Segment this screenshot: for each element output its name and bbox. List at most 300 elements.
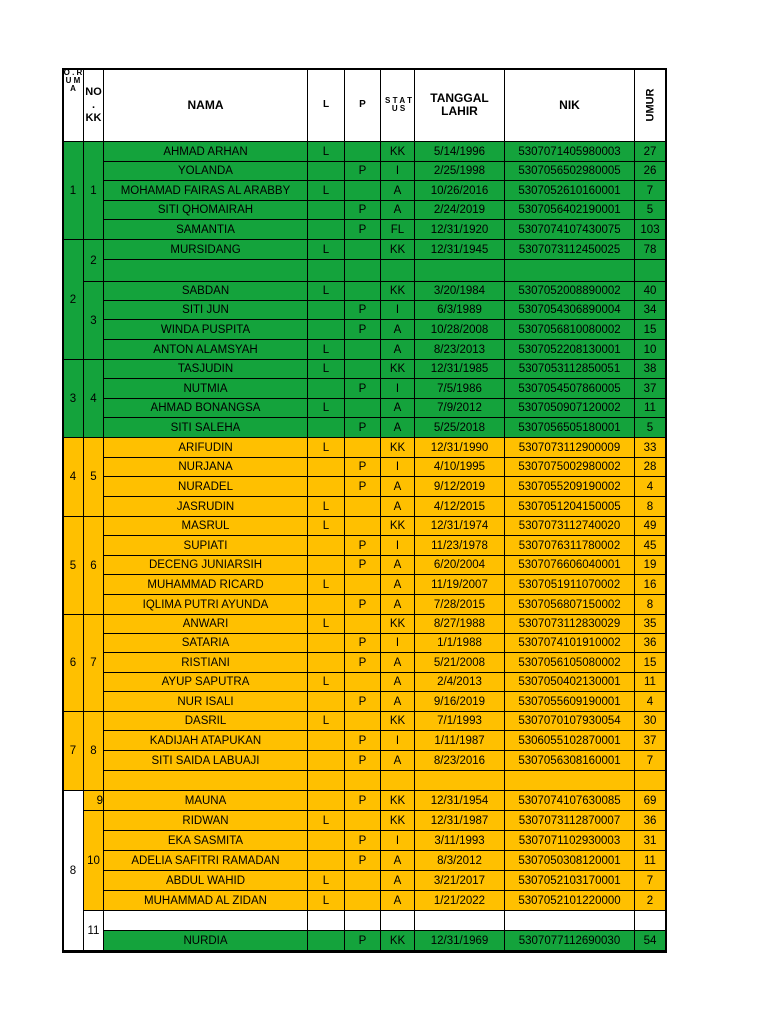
cell-umur: 7: [635, 181, 666, 201]
cell-nama: MAUNA: [104, 791, 308, 811]
cell-nik: 5307052101220000: [505, 891, 635, 911]
cell-umur: 36: [635, 634, 666, 653]
cell-tanggal-lahir: 8/3/2012: [415, 851, 505, 871]
cell-status: A: [381, 673, 415, 692]
cell-status: KK: [381, 791, 415, 811]
cell-p: P: [345, 831, 381, 851]
cell-nama: SITI SAIDA LABUAJI: [104, 751, 308, 771]
cell-l: [308, 931, 345, 951]
cell-nama: SITI JUN: [104, 301, 308, 320]
cell-p: [345, 891, 381, 911]
cell-status: A: [381, 751, 415, 771]
cell-status: KK: [381, 438, 415, 458]
cell-nama: NURJANA: [104, 458, 308, 477]
cell-l: [308, 653, 345, 673]
cell-status: KK: [381, 282, 415, 301]
cell-l: [308, 851, 345, 871]
cell-nik: 5307074107430075: [505, 220, 635, 240]
cell-umur: 35: [635, 615, 666, 634]
cell-status: KK: [381, 142, 415, 162]
cell-nama: NURADEL: [104, 477, 308, 497]
cell-tanggal-lahir: 8/27/1988: [415, 615, 505, 634]
cell-umur: 78: [635, 240, 666, 260]
cell-nik: 5307056807150002: [505, 595, 635, 615]
cell-nik: 5307073112870007: [505, 811, 635, 831]
cell-p: [345, 340, 381, 360]
cell-tanggal-lahir: 9/16/2019: [415, 692, 505, 712]
cell-l: [308, 220, 345, 240]
cell-tanggal-lahir: 12/31/1945: [415, 240, 505, 260]
cell-p: P: [345, 220, 381, 240]
cell-p: P: [345, 201, 381, 220]
cell-p: [345, 771, 381, 791]
cell-l: L: [308, 497, 345, 517]
cell-tanggal-lahir: 5/14/1996: [415, 142, 505, 162]
cell-umur: 10: [635, 340, 666, 360]
cell-l: L: [308, 673, 345, 692]
cell-tanggal-lahir: 12/31/1987: [415, 811, 505, 831]
cell-status: KK: [381, 517, 415, 536]
kk-number: 2: [84, 240, 104, 282]
cell-p: P: [345, 634, 381, 653]
cell-umur: 45: [635, 536, 666, 556]
cell-nama: SITI SALEHA: [104, 418, 308, 438]
cell-nik: 5307075002980002: [505, 458, 635, 477]
cell-status: KK: [381, 811, 415, 831]
cell-tanggal-lahir: 3/11/1993: [415, 831, 505, 851]
cell-umur: 69: [635, 791, 666, 811]
house-number: 8: [63, 791, 84, 951]
cell-l: [308, 731, 345, 751]
cell-nik: 5307052103170001: [505, 871, 635, 891]
cell-p: [345, 673, 381, 692]
cell-umur: 19: [635, 556, 666, 575]
cell-umur: 8: [635, 497, 666, 517]
header-no-kk: NO . KK: [84, 69, 104, 142]
cell-tanggal-lahir: 12/31/1920: [415, 220, 505, 240]
cell-status: I: [381, 458, 415, 477]
cell-tanggal-lahir: 7/1/1993: [415, 712, 505, 731]
cell-status: A: [381, 871, 415, 891]
cell-l: L: [308, 871, 345, 891]
cell-nik: 5307052008890002: [505, 282, 635, 301]
cell-p: P: [345, 301, 381, 320]
cell-p: [345, 282, 381, 301]
cell-tanggal-lahir: 3/20/1984: [415, 282, 505, 301]
cell-nik: 5306055102870001: [505, 731, 635, 751]
cell-umur: 15: [635, 653, 666, 673]
cell-status: A: [381, 181, 415, 201]
cell-status: A: [381, 556, 415, 575]
cell-p: [345, 142, 381, 162]
cell-tanggal-lahir: 2/24/2019: [415, 201, 505, 220]
cell-l: L: [308, 340, 345, 360]
cell-nik: 5307076311780002: [505, 536, 635, 556]
cell-nik: 5307077112690030: [505, 931, 635, 951]
cell-p: [345, 399, 381, 418]
cell-l: L: [308, 240, 345, 260]
cell-p: P: [345, 320, 381, 340]
cell-p: [345, 181, 381, 201]
cell-status: A: [381, 320, 415, 340]
cell-tanggal-lahir: 12/31/1985: [415, 360, 505, 379]
cell-nama: ANWARI: [104, 615, 308, 634]
cell-umur: 2: [635, 891, 666, 911]
kk-number: 7: [84, 615, 104, 712]
cell-status: A: [381, 418, 415, 438]
cell-l: [308, 162, 345, 181]
cell-p: P: [345, 556, 381, 575]
cell-status: A: [381, 595, 415, 615]
cell-nama: ADELIA SAFITRI RAMADAN: [104, 851, 308, 871]
cell-nik: 5307051204150005: [505, 497, 635, 517]
cell-tanggal-lahir: 1/1/1988: [415, 634, 505, 653]
cell-status: KK: [381, 712, 415, 731]
cell-umur: 30: [635, 712, 666, 731]
cell-nama: SABDAN: [104, 282, 308, 301]
header-umur: [635, 69, 666, 142]
cell-p: P: [345, 731, 381, 751]
cell-p: [345, 575, 381, 595]
cell-nama: AHMAD BONANGSA: [104, 399, 308, 418]
cell-l: L: [308, 575, 345, 595]
cell-nama: RIDWAN: [104, 811, 308, 831]
cell-p: P: [345, 477, 381, 497]
cell-status: A: [381, 340, 415, 360]
cell-nik: 5307056105080002: [505, 653, 635, 673]
cell-status: I: [381, 379, 415, 399]
cell-p: [345, 240, 381, 260]
cell-l: [308, 556, 345, 575]
cell-tanggal-lahir: 4/10/1995: [415, 458, 505, 477]
cell-l: [308, 477, 345, 497]
cell-nama: YOLANDA: [104, 162, 308, 181]
cell-nik: 5307071102930003: [505, 831, 635, 851]
cell-nik: 5307070107930054: [505, 712, 635, 731]
cell-nik: 5307055609190001: [505, 692, 635, 712]
cell-tanggal-lahir: 5/21/2008: [415, 653, 505, 673]
cell-umur: 40: [635, 282, 666, 301]
cell-nama: DASRIL: [104, 712, 308, 731]
cell-tanggal-lahir: 8/23/2016: [415, 751, 505, 771]
cell-status: I: [381, 634, 415, 653]
cell-tanggal-lahir: 1/11/1987: [415, 731, 505, 751]
cell-nama: MUHAMMAD AL ZIDAN: [104, 891, 308, 911]
cell-nama: NURDIA: [104, 931, 308, 951]
cell-l: L: [308, 399, 345, 418]
cell-status: A: [381, 851, 415, 871]
cell-status: FL: [381, 220, 415, 240]
cell-tanggal-lahir: 10/28/2008: [415, 320, 505, 340]
cell-umur: 15: [635, 320, 666, 340]
cell-nama: RISTIANI: [104, 653, 308, 673]
cell-l: L: [308, 360, 345, 379]
cell-nama: TASJUDIN: [104, 360, 308, 379]
cell-nik: 5307052610160001: [505, 181, 635, 201]
cell-nama: WINDA PUSPITA: [104, 320, 308, 340]
cell-nama: [104, 911, 308, 931]
cell-p: P: [345, 851, 381, 871]
cell-umur: 27: [635, 142, 666, 162]
cell-tanggal-lahir: 7/9/2012: [415, 399, 505, 418]
cell-status: [381, 771, 415, 791]
cell-l: [308, 536, 345, 556]
cell-p: [345, 360, 381, 379]
cell-status: A: [381, 653, 415, 673]
kk-number: 5: [84, 438, 104, 517]
cell-l: [308, 260, 345, 282]
cell-p: P: [345, 653, 381, 673]
cell-tanggal-lahir: 4/12/2015: [415, 497, 505, 517]
cell-l: [308, 301, 345, 320]
cell-l: L: [308, 891, 345, 911]
cell-nama: ARIFUDIN: [104, 438, 308, 458]
cell-nik: 5307054507860005: [505, 379, 635, 399]
kk-number: 11: [84, 911, 104, 951]
cell-l: [308, 692, 345, 712]
cell-tanggal-lahir: 10/26/2016: [415, 181, 505, 201]
cell-tanggal-lahir: 11/23/1978: [415, 536, 505, 556]
cell-nik: 5307074101910002: [505, 634, 635, 653]
cell-p: P: [345, 931, 381, 951]
header-nama: NAMA: [104, 69, 308, 142]
cell-tanggal-lahir: [415, 260, 505, 282]
cell-umur: 38: [635, 360, 666, 379]
cell-nik: 5307054306890004: [505, 301, 635, 320]
cell-nama: SUPIATI: [104, 536, 308, 556]
cell-status: A: [381, 891, 415, 911]
cell-umur: 11: [635, 399, 666, 418]
cell-nama: [104, 771, 308, 791]
cell-nama: KADIJAH ATAPUKAN: [104, 731, 308, 751]
cell-l: L: [308, 517, 345, 536]
cell-umur: 37: [635, 731, 666, 751]
house-number: 3: [63, 360, 84, 438]
cell-p: [345, 615, 381, 634]
cell-tanggal-lahir: 7/28/2015: [415, 595, 505, 615]
cell-l: L: [308, 615, 345, 634]
cell-tanggal-lahir: [415, 771, 505, 791]
cell-umur: 28: [635, 458, 666, 477]
cell-l: L: [308, 181, 345, 201]
cell-tanggal-lahir: 12/31/1990: [415, 438, 505, 458]
cell-umur: 33: [635, 438, 666, 458]
cell-nik: 5307073112450025: [505, 240, 635, 260]
kk-number: 6: [84, 517, 104, 615]
cell-l: [308, 379, 345, 399]
cell-nik: 5307052208130001: [505, 340, 635, 360]
cell-tanggal-lahir: 7/5/1986: [415, 379, 505, 399]
cell-umur: 11: [635, 851, 666, 871]
cell-status: KK: [381, 240, 415, 260]
cell-l: [308, 595, 345, 615]
cell-l: L: [308, 712, 345, 731]
cell-tanggal-lahir: 8/23/2013: [415, 340, 505, 360]
cell-l: [308, 320, 345, 340]
cell-tanggal-lahir: 3/21/2017: [415, 871, 505, 891]
cell-p: [345, 911, 381, 931]
cell-nik: 5307073112900009: [505, 438, 635, 458]
kk-number: 3: [84, 282, 104, 360]
cell-p: [345, 497, 381, 517]
cell-l: L: [308, 282, 345, 301]
cell-nik: 5307073112830029: [505, 615, 635, 634]
cell-nama: SITI QHOMAIRAH: [104, 201, 308, 220]
cell-nik: [505, 260, 635, 282]
cell-nik: 5307050402130001: [505, 673, 635, 692]
cell-nama: AYUP SAPUTRA: [104, 673, 308, 692]
cell-nama: MURSIDANG: [104, 240, 308, 260]
cell-nik: 5307051911070002: [505, 575, 635, 595]
cell-nik: [505, 771, 635, 791]
cell-nik: 5307076606040001: [505, 556, 635, 575]
cell-nama: JASRUDIN: [104, 497, 308, 517]
cell-status: I: [381, 301, 415, 320]
house-number: 2: [63, 240, 84, 360]
cell-nik: 5307073112740020: [505, 517, 635, 536]
cell-nama: MUHAMMAD RICARD: [104, 575, 308, 595]
cell-l: [308, 201, 345, 220]
header-no-rumah: O . R U M A: [63, 69, 84, 142]
cell-nama: MOHAMAD FAIRAS AL ARABBY: [104, 181, 308, 201]
cell-umur: 34: [635, 301, 666, 320]
cell-status: KK: [381, 615, 415, 634]
cell-nama: SAMANTIA: [104, 220, 308, 240]
kk-number: 4: [84, 360, 104, 438]
cell-umur: 8: [635, 595, 666, 615]
cell-umur: [635, 911, 666, 931]
cell-l: [308, 831, 345, 851]
cell-tanggal-lahir: 9/12/2019: [415, 477, 505, 497]
cell-status: I: [381, 731, 415, 751]
cell-p: P: [345, 162, 381, 181]
cell-status: A: [381, 477, 415, 497]
cell-l: [308, 771, 345, 791]
cell-tanggal-lahir: 12/31/1969: [415, 931, 505, 951]
cell-nik: [505, 911, 635, 931]
cell-status: KK: [381, 360, 415, 379]
cell-p: [345, 712, 381, 731]
cell-l: [308, 751, 345, 771]
cell-nik: 5307074107630085: [505, 791, 635, 811]
cell-umur: 37: [635, 379, 666, 399]
cell-tanggal-lahir: [415, 911, 505, 931]
cell-p: [345, 871, 381, 891]
cell-nik: 5307056810080002: [505, 320, 635, 340]
cell-p: P: [345, 536, 381, 556]
header-p: P: [345, 69, 381, 142]
cell-l: [308, 458, 345, 477]
header-nik: NIK: [505, 69, 635, 142]
cell-umur: 4: [635, 692, 666, 712]
cell-status: I: [381, 536, 415, 556]
cell-nama: EKA SASMITA: [104, 831, 308, 851]
cell-l: L: [308, 142, 345, 162]
kk-number: 1: [84, 142, 104, 240]
kk-number: 8: [84, 712, 104, 791]
cell-tanggal-lahir: 6/20/2004: [415, 556, 505, 575]
cell-umur: 5: [635, 201, 666, 220]
cell-p: P: [345, 458, 381, 477]
cell-nik: 5307050308120001: [505, 851, 635, 871]
cell-nik: 5307056505180001: [505, 418, 635, 438]
cell-nik: 5307055209190002: [505, 477, 635, 497]
cell-p: [345, 811, 381, 831]
cell-l: [308, 634, 345, 653]
cell-nik: 5307053112850051: [505, 360, 635, 379]
cell-nama: IQLIMA PUTRI AYUNDA: [104, 595, 308, 615]
cell-p: P: [345, 418, 381, 438]
cell-nama: NUTMIA: [104, 379, 308, 399]
cell-nik: 5307050907120002: [505, 399, 635, 418]
cell-nama: MASRUL: [104, 517, 308, 536]
cell-umur: 54: [635, 931, 666, 951]
cell-tanggal-lahir: 2/4/2013: [415, 673, 505, 692]
cell-umur: [635, 260, 666, 282]
cell-status: [381, 260, 415, 282]
cell-l: L: [308, 438, 345, 458]
cell-umur: [635, 771, 666, 791]
cell-tanggal-lahir: 11/19/2007: [415, 575, 505, 595]
cell-l: L: [308, 811, 345, 831]
cell-tanggal-lahir: 12/31/1954: [415, 791, 505, 811]
cell-nama: AHMAD ARHAN: [104, 142, 308, 162]
cell-status: I: [381, 162, 415, 181]
cell-nama: SATARIA: [104, 634, 308, 653]
cell-status: I: [381, 831, 415, 851]
cell-status: KK: [381, 931, 415, 951]
cell-status: A: [381, 692, 415, 712]
cell-umur: 7: [635, 871, 666, 891]
house-number: 1: [63, 142, 84, 240]
cell-l: [308, 418, 345, 438]
cell-nik: 5307071405980003: [505, 142, 635, 162]
cell-umur: 4: [635, 477, 666, 497]
cell-l: [308, 791, 345, 811]
cell-nama: NUR ISALI: [104, 692, 308, 712]
cell-tanggal-lahir: 6/3/1989: [415, 301, 505, 320]
header-umur-text: UMUR: [644, 88, 656, 122]
house-number: 7: [63, 712, 84, 791]
cell-p: P: [345, 791, 381, 811]
cell-umur: 49: [635, 517, 666, 536]
cell-umur: 16: [635, 575, 666, 595]
cell-nik: 5307056308160001: [505, 751, 635, 771]
cell-tanggal-lahir: 1/21/2022: [415, 891, 505, 911]
cell-nik: 5307056502980005: [505, 162, 635, 181]
cell-umur: 26: [635, 162, 666, 181]
cell-umur: 103: [635, 220, 666, 240]
cell-umur: 11: [635, 673, 666, 692]
cell-status: A: [381, 399, 415, 418]
cell-nik: 5307056402190001: [505, 201, 635, 220]
house-number: 4: [63, 438, 84, 517]
cell-umur: 36: [635, 811, 666, 831]
header-status: S T A T U S: [381, 69, 415, 142]
cell-p: [345, 517, 381, 536]
cell-status: A: [381, 575, 415, 595]
cell-umur: 31: [635, 831, 666, 851]
cell-status: [381, 911, 415, 931]
cell-umur: 5: [635, 418, 666, 438]
cell-umur: 7: [635, 751, 666, 771]
cell-p: [345, 260, 381, 282]
cell-nama: DECENG JUNIARSIH: [104, 556, 308, 575]
cell-nama: [104, 260, 308, 282]
cell-tanggal-lahir: 2/25/1998: [415, 162, 505, 181]
header-tanggal-lahir: TANGGAL LAHIR: [415, 69, 505, 142]
cell-status: A: [381, 497, 415, 517]
